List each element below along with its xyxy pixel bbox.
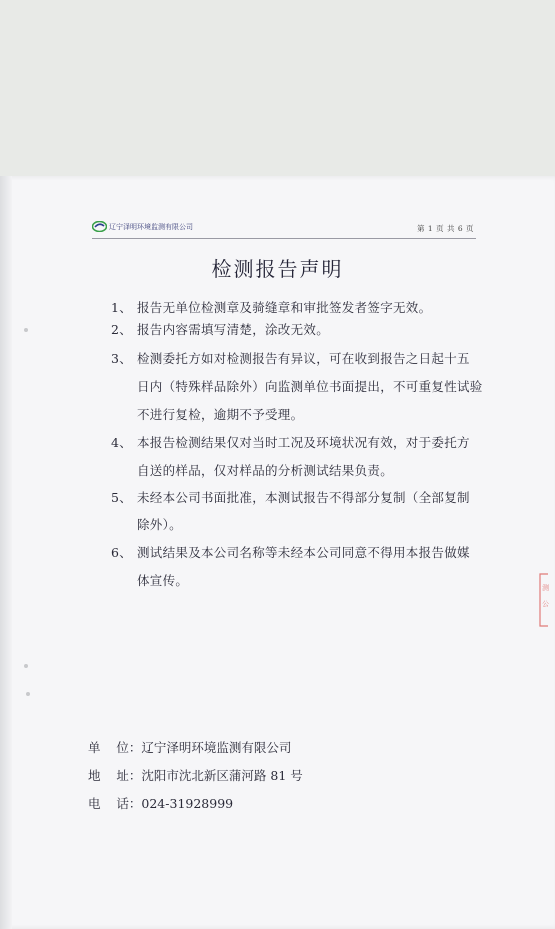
punch-hole-mark: [24, 328, 28, 332]
document-header: [92, 220, 476, 239]
statement-item-6-line-2: 体宣传。: [137, 573, 189, 588]
contact-unit: [88, 738, 291, 756]
page-title: 检测报告声明: [211, 257, 344, 281]
punch-hole-mark: [24, 664, 28, 668]
contact-phone-value: 024-31928999: [141, 796, 234, 811]
statement-item-5-line-2: 除外）。: [137, 517, 182, 532]
statement-item-2: 2、 报告内容需填写清楚，涂改无效。: [111, 322, 330, 337]
page-counter: 第 1 页 共 6 页: [417, 224, 474, 233]
statement-item-4-line-2: 自送的样品，仅对样品的分析测试结果负责。: [137, 463, 394, 478]
statement-item-3: 3、 检测委托方如对检测报告有异议，可在收到报告之日起十五: [111, 351, 470, 366]
contact-unit-value: 辽宁泽明环境监测有限公司: [141, 740, 292, 755]
contact-address: [88, 766, 303, 784]
contact-phone: [88, 794, 233, 812]
statement-item-4: 4、 本报告检测结果仅对当时工况及环境状况有效，对于委托方: [111, 435, 470, 450]
svg-text:测: 测: [542, 584, 549, 592]
contact-address-value: 沈阳市沈北新区蒲河路 81 号: [141, 768, 303, 783]
seal-stamp-icon: [538, 572, 550, 628]
contact-phone-label: 电 话：: [88, 796, 142, 811]
statement-item-1: 1、 报告无单位检测章及骑缝章和审批签发者签字无效。: [111, 300, 432, 315]
contact-address-label: 地 址：: [88, 768, 142, 783]
punch-hole-mark: [26, 692, 30, 696]
statement-item-3-line-2: 日内（特殊样品除外）向监测单位书面提出，不可重复性试验: [137, 379, 483, 394]
statement-item-5: 5、 未经本公司书面批准，本测试报告不得部分复制（全部复制: [111, 490, 470, 505]
svg-text:公: 公: [542, 600, 549, 608]
statement-item-6: 6、 测试结果及本公司名称等未经本公司同意不得用本报告做媒: [111, 545, 470, 560]
page-left-edge: [0, 176, 12, 929]
company-logo-icon: [92, 221, 107, 232]
top-margin: [0, 0, 555, 176]
statement-item-3-line-3: 不进行复检，逾期不予受理。: [137, 407, 304, 422]
header-company-name: 辽宁泽明环境监测有限公司: [109, 223, 193, 231]
contact-unit-label: 单 位：: [88, 740, 142, 755]
